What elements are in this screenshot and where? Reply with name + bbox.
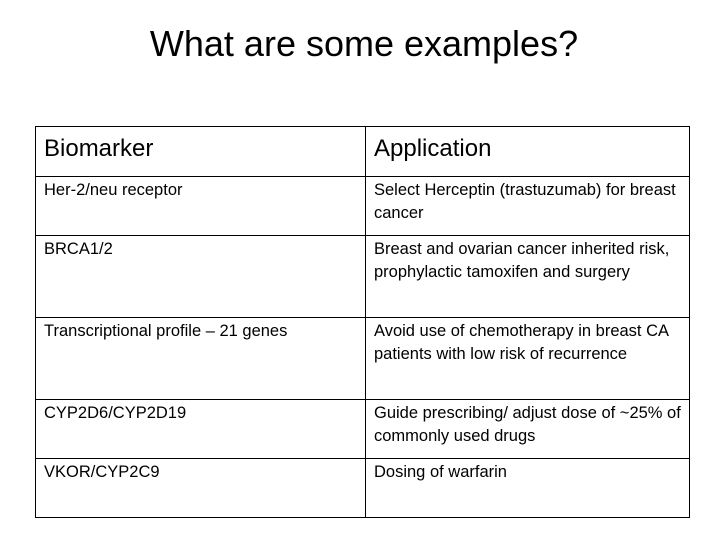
cell-biomarker: Transcriptional profile – 21 genes: [36, 318, 366, 400]
biomarker-table: [35, 126, 690, 518]
cell-biomarker: VKOR/CYP2C9: [36, 459, 366, 518]
cell-biomarker: CYP2D6/CYP2D19: [36, 400, 366, 459]
table-row: [36, 400, 690, 459]
cell-application: Select Herceptin (trastuzumab) for breast cancer: [366, 177, 690, 236]
table-header-row: [36, 127, 690, 177]
table-row: [36, 177, 690, 236]
biomarker-table-container: [35, 126, 689, 518]
table-row: [36, 236, 690, 318]
cell-biomarker: BRCA1/2: [36, 236, 366, 318]
cell-biomarker: Her-2/neu receptor: [36, 177, 366, 236]
table-row: [36, 318, 690, 400]
cell-application: Avoid use of chemotherapy in breast CA patients with low risk of recurrence: [366, 318, 690, 400]
header-biomarker: Biomarker: [36, 127, 366, 177]
table-row: [36, 459, 690, 518]
cell-application: Dosing of warfarin: [366, 459, 690, 518]
cell-application: Breast and ovarian cancer inherited risk, prophylactic tamoxifen and surgery: [366, 236, 690, 318]
slide-title: What are some examples?: [149, 23, 579, 64]
header-application: Application: [366, 127, 690, 177]
cell-application: Guide prescribing/ adjust dose of ~25% of commonly used drugs: [366, 400, 690, 459]
